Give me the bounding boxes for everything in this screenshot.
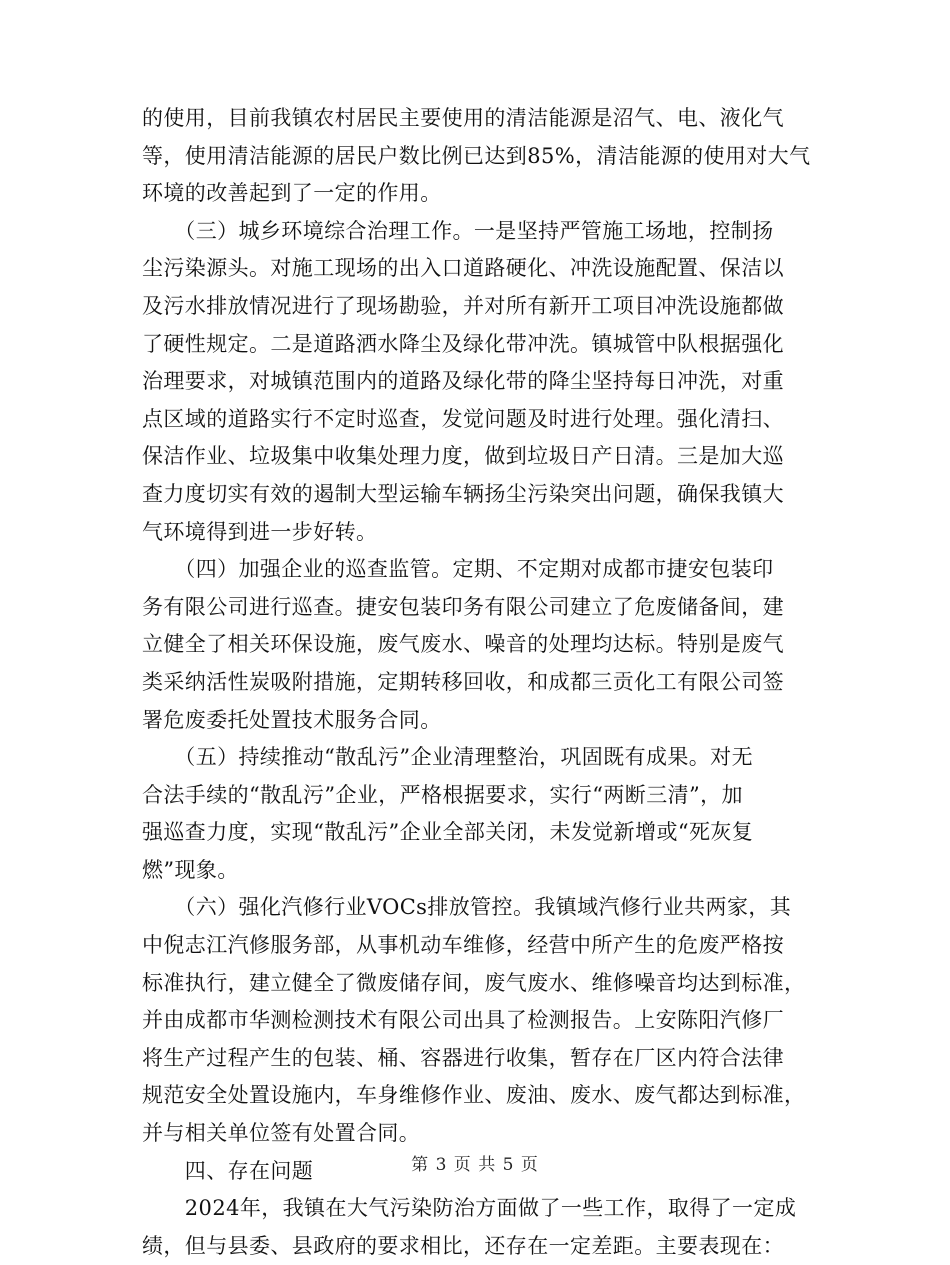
text-line: 立健全了相关环保设施，废气废水、噪音的处理均达标。特别是废气 xyxy=(142,632,784,657)
text-line: 绩，但与县委、县政府的要求相比，还存在一定差距。主要表现在： xyxy=(142,1233,784,1258)
section-heading: 四、存在问题 xyxy=(142,1158,314,1183)
text-line: 务有限公司进行巡查。捷安包装印务有限公司建立了危废储备间，建 xyxy=(142,594,784,619)
text-line: 标准执行，建立健全了微废储存间，废气废水、维修噪音均达到标准， xyxy=(142,970,806,995)
text-line: 气环境得到进一步好转。 xyxy=(142,519,378,544)
text-line: （四）加强企业的巡查监管。定期、不定期对成都市捷安包装印 xyxy=(142,557,774,582)
text-line: 并与相关单位签有处置合同。 xyxy=(142,1121,421,1146)
text-line: 治理要求，对城镇范围内的道路及绿化带的降尘坚持每日冲洗，对重 xyxy=(142,369,784,394)
text-line: 规范安全处置设施内，车身维修作业、废油、废水、废气都达到标准， xyxy=(142,1083,806,1108)
text-line: （六）强化汽修行业VOCs排放管控。我镇域汽修行业共两家，其 xyxy=(142,895,792,920)
text-line: 尘污染源头。对施工现场的出入口道路硬化、冲洗设施配置、保洁以 xyxy=(142,256,784,281)
text-line: 类采纳活性炭吸附措施，定期转移回收，和成都三贡化工有限公司签 xyxy=(142,669,784,694)
text-line: 署危废委托处置技术服务合同。 xyxy=(142,707,442,732)
page-footer: 第 3 页 共 5 页 xyxy=(411,1155,539,1175)
text-line: 2024年，我镇在大气污染防治方面做了一些工作，取得了一定成 xyxy=(142,1196,797,1221)
body-text xyxy=(142,100,822,1265)
text-line: （三）城乡环境综合治理工作。一是坚持严管施工场地，控制扬 xyxy=(142,218,774,243)
text-line: 了硬性规定。二是道路洒水降尘及绿化带冲洗。镇城管中队根据强化 xyxy=(142,331,784,356)
text-line: 等，使用清洁能源的居民户数比例已达到85%，清洁能源的使用对大气 xyxy=(142,143,811,168)
text-line: 强巡查力度，实现“散乱污”企业全部关闭，未发觉新增或“死灰复 xyxy=(142,820,754,845)
text-line: 合法手续的“散乱污”企业，严格根据要求，实行“两断三清”，加 xyxy=(142,782,743,807)
text-line: 中倪志江汽修服务部，从事机动车维修，经营中所产生的危废严格按 xyxy=(142,933,784,958)
text-line: 点区域的道路实行不定时巡查，发觉问题及时进行处理。强化清扫、 xyxy=(142,406,784,431)
text-line: 环境的改善起到了一定的作用。 xyxy=(142,181,442,206)
text-line: 的使用，目前我镇农村居民主要使用的清洁能源是沼气、电、液化气 xyxy=(142,106,784,130)
text-line: 查力度切实有效的遏制大型运输车辆扬尘污染突出问题，确保我镇大 xyxy=(142,481,784,506)
text-line: 保洁作业、垃圾集中收集处理力度，做到垃圾日产日清。三是加大巡 xyxy=(142,444,784,469)
text-line: 及污水排放情况进行了现场勘验，并对所有新开工项目冲洗设施都做 xyxy=(142,293,784,318)
text-line: （五）持续推动“散乱污”企业清理整治，巩固既有成果。对无 xyxy=(142,745,753,770)
text-line: 并由成都市华测检测技术有限公司出具了检测报告。上安陈阳汽修厂 xyxy=(142,1008,784,1033)
text-line: 燃”现象。 xyxy=(142,857,239,882)
text-line: 将生产过程产生的包装、桶、容器进行收集，暂存在厂区内符合法律 xyxy=(142,1045,784,1070)
